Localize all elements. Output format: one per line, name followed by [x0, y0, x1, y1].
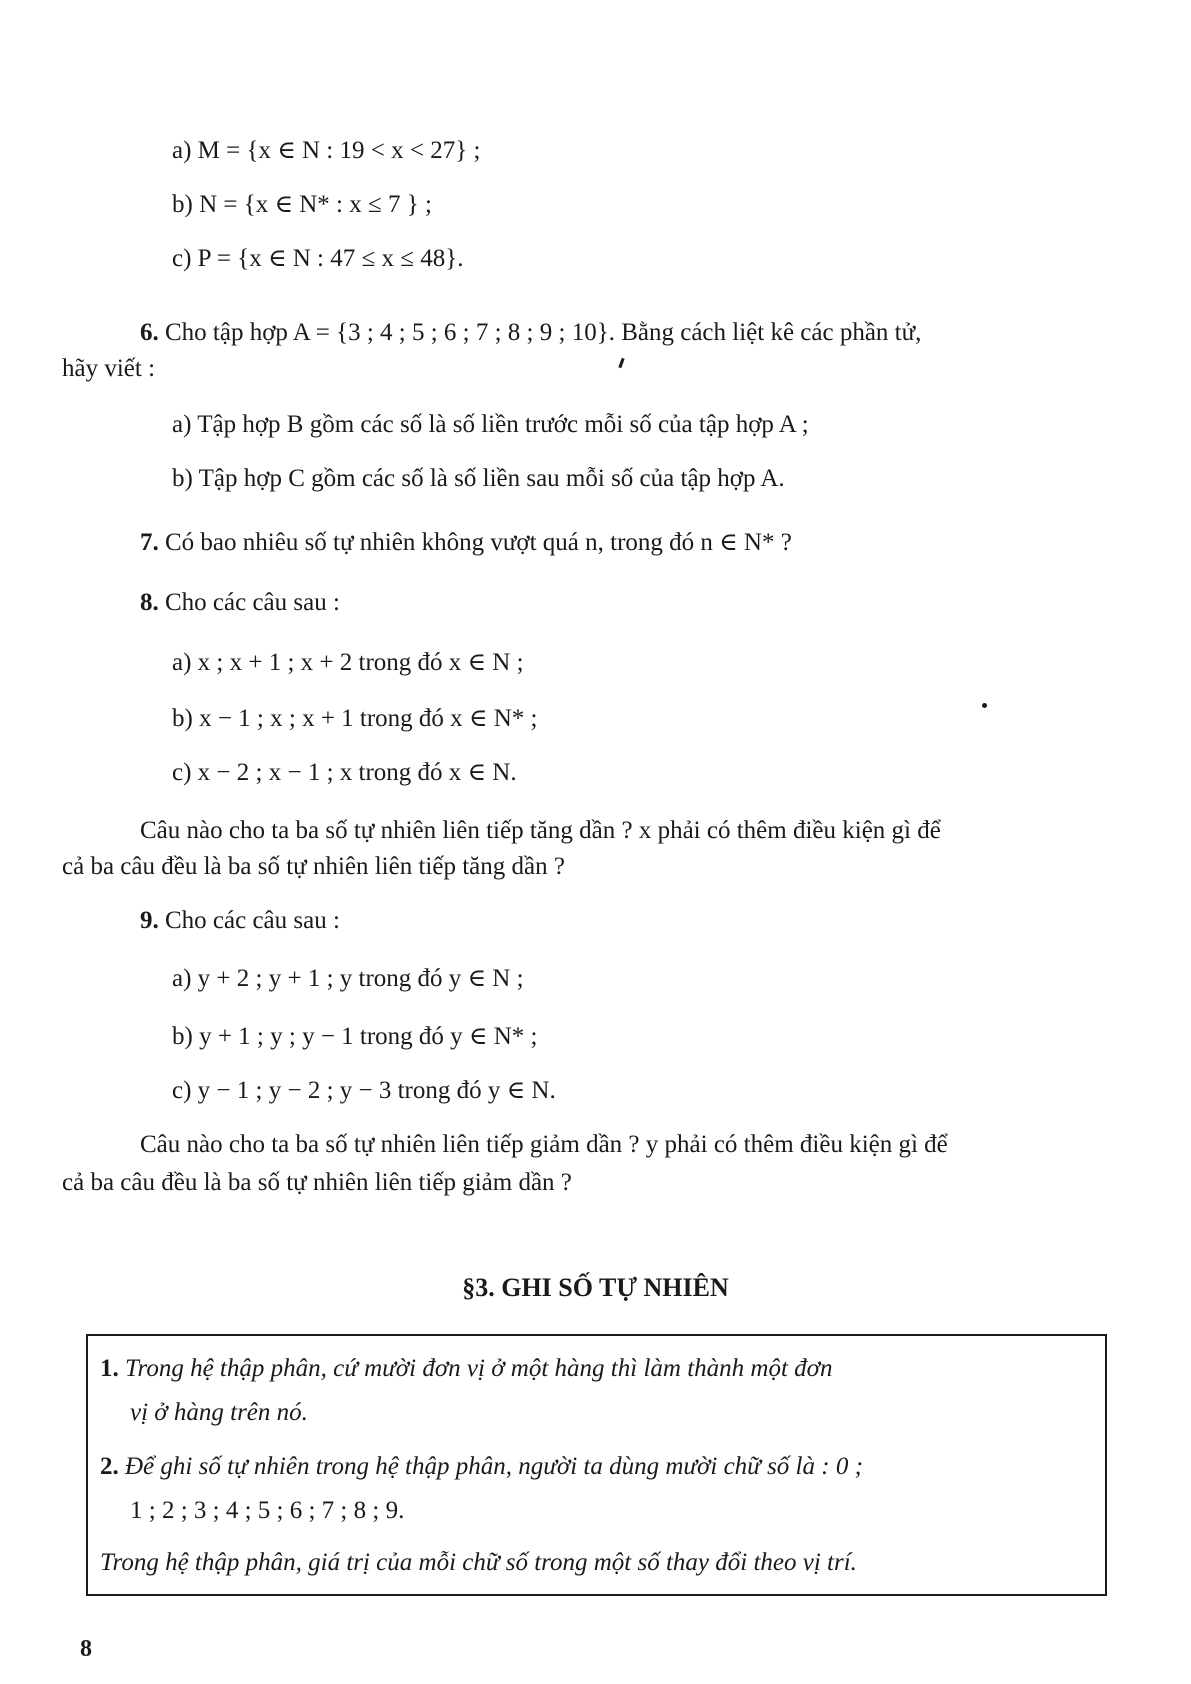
exercise-6b: b) Tập hợp C gồm các số là số liền sau mỗi số của tập hợp A. [172, 465, 785, 492]
rule-3: Trong hệ thập phân, giá trị của mỗi chữ số trong một số thay đổi theo vị trí. [100, 1549, 857, 1576]
exercise-7 [140, 528, 792, 558]
exercise-7-text: Có bao nhiêu số tự nhiên không vượt quá n, trong đó n ∈ N* ? [165, 529, 792, 556]
exercise-9c: c) y − 1 ; y − 2 ; y − 3 trong đó y ∈ N. [172, 1077, 556, 1104]
rule-1-line-2: vị ở hàng trên nó. [130, 1399, 308, 1426]
exercise-6-number: 6. [140, 319, 159, 346]
exercise-5b: b) N = {x ∈ N* : x ≤ 7 } ; [172, 191, 432, 218]
exercise-5c: c) P = {x ∈ N : 47 ≤ x ≤ 48}. [172, 245, 464, 272]
exercise-8c: c) x − 2 ; x − 1 ; x trong đó x ∈ N. [172, 759, 517, 786]
rule-2-line-1 [100, 1452, 863, 1482]
exercise-6-continuation: hãy viết : [62, 355, 156, 382]
scan-dot [982, 703, 987, 708]
exercise-8-question-1: Câu nào cho ta ba số tự nhiên liên tiếp tăng dần ? x phải có thêm điều kiện gì để [140, 817, 941, 844]
rule-1-text: Trong hệ thập phân, cứ mười đơn vị ở một hàng thì làm thành một đơn [125, 1355, 833, 1382]
exercise-6a: a) Tập hợp B gồm các số là số liền trước mỗi số của tập hợp A ; [172, 411, 809, 438]
exercise-5a: a) M = {x ∈ N : 19 < x < 27} ; [172, 137, 481, 164]
exercise-8-text: Cho các câu sau : [165, 589, 340, 616]
exercise-9-text: Cho các câu sau : [165, 907, 340, 934]
exercise-8 [140, 588, 340, 618]
exercise-6 [140, 318, 921, 348]
rule-2-number: 2. [100, 1453, 119, 1480]
exercise-8b: b) x − 1 ; x ; x + 1 trong đó x ∈ N* ; [172, 705, 538, 732]
page-number: 8 [80, 1636, 92, 1662]
exercise-6-text: Cho tập hợp A = {3 ; 4 ; 5 ; 6 ; 7 ; 8 ; 9 ; 10}. Bằng cách liệt kê các phần tử, [165, 319, 922, 346]
exercise-9-question-2: cả ba câu đều là ba số tự nhiên liên tiếp giảm dần ? [62, 1169, 572, 1196]
exercise-9 [140, 906, 340, 936]
exercise-9b: b) y + 1 ; y ; y − 1 trong đó y ∈ N* ; [172, 1023, 538, 1050]
exercise-9-question-1: Câu nào cho ta ba số tự nhiên liên tiếp giảm dần ? y phải có thêm điều kiện gì để [140, 1131, 948, 1158]
exercise-8a: a) x ; x + 1 ; x + 2 trong đó x ∈ N ; [172, 649, 524, 676]
exercise-7-number: 7. [140, 529, 159, 556]
scan-mark [618, 358, 624, 368]
exercise-8-number: 8. [140, 589, 159, 616]
exercise-9-number: 9. [140, 907, 159, 934]
exercise-8-question-2: cả ba câu đều là ba số tự nhiên liên tiếp tăng dần ? [62, 853, 565, 880]
section-title: §3. GHI SỐ TỰ NHIÊN [462, 1273, 729, 1302]
rule-1-line-1 [100, 1354, 832, 1384]
rule-box [86, 1334, 1107, 1596]
rule-2-text: Để ghi số tự nhiên trong hệ thập phân, người ta dùng mười chữ số là : 0 ; [125, 1453, 863, 1480]
exercise-9a: a) y + 2 ; y + 1 ; y trong đó y ∈ N ; [172, 965, 524, 992]
rule-1-number: 1. [100, 1355, 119, 1382]
rule-2-line-2: 1 ; 2 ; 3 ; 4 ; 5 ; 6 ; 7 ; 8 ; 9. [130, 1497, 405, 1524]
